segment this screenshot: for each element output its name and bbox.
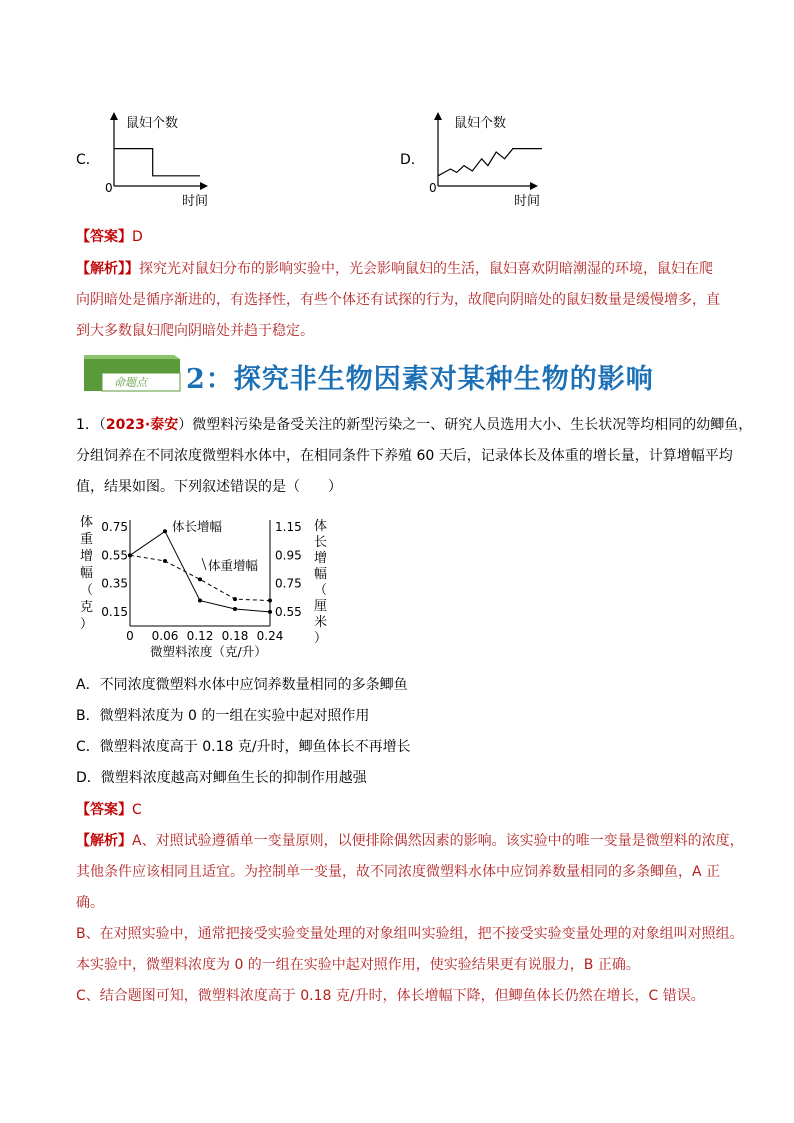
analysis-1-line2: 向阴暗处是循序渐进的，有选择性，有些个体还有试探的行为，故爬向阴暗处的鼠妇数量是缓慢增多，直 [76, 292, 720, 308]
option-c-x-arrow [200, 182, 208, 190]
left-tick-label: 0.75 [101, 520, 128, 535]
right-axis-label [314, 518, 327, 646]
fish-growth-chart [72, 508, 342, 660]
answer-1 [76, 228, 143, 246]
weight-series-label: 体重增幅 [208, 558, 259, 573]
banner-tag [84, 353, 184, 393]
answer-1-value: D [132, 229, 143, 245]
option-d-line [438, 149, 542, 176]
right-axis-label-char: 米 [314, 615, 328, 630]
analysis-1-line3: 到大多数鼠妇爬向阴暗处并趋于稳定。 [76, 323, 314, 339]
weight-series-point [268, 599, 272, 603]
weight-label-leader [202, 558, 206, 570]
left-tick-label: 0.55 [101, 548, 128, 563]
x-tick-label: 0.18 [221, 629, 249, 643]
answer-2-value: C [132, 802, 142, 818]
option-d-letter: D． [400, 152, 425, 168]
right-axis-label-char: 幅 [314, 567, 328, 582]
option-c-xlabel: 时间 [182, 194, 209, 209]
analysis-1 [76, 254, 736, 347]
question [76, 410, 753, 503]
analysis-2 [76, 826, 744, 1012]
right-axis-label-char: （ [314, 583, 328, 598]
option-c-origin: 0 [105, 181, 113, 195]
x-tick-label: 0.06 [151, 629, 179, 643]
analysis-2-label: 【解析】 [76, 833, 132, 849]
analysis-2-line5: 本实验中，微塑料浓度为 0 的一组在实验中起对照作用，使实验结果更有说服力，B 正确。 [76, 957, 640, 973]
analysis-2-line1: A、对照试验遵循单一变量原则，以便排除偶然因素的影响。该实验中的唯一变量是微塑料的浓度， [132, 833, 744, 849]
right-axis-label-char: 体 [314, 519, 328, 534]
right-axis-label-char: 增 [314, 551, 328, 566]
analysis-2-line2: 其他条件应该相同且适宜。为控制单一变量，故不同浓度微塑料水体中应饲养数量相同的多条鲫鱼，A 正 [76, 864, 721, 880]
analysis-2-line4: B、在对照实验中，通常把接受实验变量处理的对象组叫实验组，把不接受实验变量处理的对象组叫对照组。 [76, 926, 744, 942]
weight-series-point [128, 553, 132, 557]
right-axis-label-char: 长 [314, 535, 328, 550]
left-tick-label: 0.35 [101, 576, 128, 591]
length-series-point [163, 529, 167, 533]
question-line1: 微塑料污染是备受关注的新型污染之一、研究人员选用大小、生长状况等均相同的幼鲫鱼， [192, 417, 753, 433]
banner-tag-text: 命题点 [114, 376, 147, 389]
analysis-2-line3: 确。 [76, 895, 104, 911]
weight-series-point [198, 577, 202, 581]
x-tick-label: 0.24 [256, 629, 284, 643]
weight-series-point [233, 597, 237, 601]
question-close: ） [178, 417, 193, 433]
option-c-ylabel: 鼠妇个数 [126, 116, 179, 131]
chart-x-title: 微塑料浓度（克/升） [150, 644, 267, 659]
option-c-line [114, 149, 200, 176]
answer-2 [76, 801, 142, 819]
option-d-origin: 0 [429, 181, 437, 195]
x-tick-label: 0 [126, 629, 134, 643]
option-c-letter: C． [76, 152, 100, 168]
option-d-y-arrow [434, 112, 442, 120]
left-axis-label-char: 幅 [80, 566, 94, 581]
length-series-point [198, 599, 202, 603]
options-list [76, 670, 736, 794]
left-axis-label-char: ） [80, 617, 94, 632]
answer-1-label: 【答案】 [76, 229, 132, 245]
option-d-x-arrow [530, 182, 538, 190]
left-axis-label-char: 增 [80, 549, 94, 564]
x-tick-label: 0.12 [186, 629, 214, 643]
weight-series-point [163, 559, 167, 563]
option-d: D．微塑料浓度越高对鲫鱼生长的抑制作用越强 [76, 770, 367, 786]
right-axis-label-char: ） [314, 631, 328, 646]
left-axis-label [80, 514, 93, 632]
right-tick-label: 0.55 [275, 604, 302, 619]
right-tick-labels [275, 520, 302, 619]
section-title: 2：探究非生物因素对某种生物的影响 [186, 364, 654, 395]
right-tick-label: 0.95 [275, 548, 302, 563]
question-line3: 值，结果如图。下列叙述错误的是（ ） [76, 479, 342, 495]
left-axis-label-char: 克 [80, 600, 94, 615]
length-series-point [268, 610, 272, 614]
length-series-point [233, 607, 237, 611]
option-b: B．微塑料浓度为 0 的一组在实验中起对照作用 [76, 708, 370, 724]
option-c: C．微塑料浓度高于 0.18 克/升时，鲫鱼体长不再增长 [76, 739, 411, 755]
right-axis-label-char: 厘 [314, 599, 328, 614]
length-series-label: 体长增幅 [172, 519, 223, 534]
option-c-y-arrow [110, 112, 118, 120]
analysis-1-label: 【解析】】 [76, 261, 139, 277]
x-tick-labels [126, 629, 283, 643]
question-source: 2023·泰安 [105, 417, 179, 433]
answer-2-label: 【答案】 [76, 802, 132, 818]
option-d-chart [424, 110, 554, 210]
option-a: A．不同浓度微塑料水体中应饲养数量相同的多条鲫鱼 [76, 677, 408, 693]
right-tick-label: 1.15 [275, 520, 302, 535]
question-line2: 分组饲养在不同浓度微塑料水体中，在相同条件下养殖 60 天后，记录体长及体重的增长量，计算增幅平均 [76, 448, 733, 464]
left-tick-labels [101, 520, 128, 619]
option-d-xlabel: 时间 [514, 194, 541, 209]
option-c-chart [100, 110, 220, 210]
right-tick-label: 0.75 [275, 576, 302, 591]
left-tick-label: 0.15 [101, 604, 128, 619]
option-d-ylabel: 鼠妇个数 [454, 116, 507, 131]
left-axis-label-char: 重 [80, 532, 94, 547]
left-axis-label-char: 体 [80, 515, 94, 530]
analysis-2-line6: C、结合题图可知，微塑料浓度高于 0.18 克/升时，体长增幅下降，但鲫鱼体长仍然在增长，C 错误。 [76, 988, 705, 1004]
analysis-1-line1: 探究光对鼠妇分布的影响实验中，光会影响鼠妇的生活，鼠妇喜欢阴暗潮湿的环境，鼠妇在爬 [139, 261, 713, 277]
left-axis-label-char: （ [80, 583, 94, 598]
question-number: 1．（ [76, 417, 106, 433]
